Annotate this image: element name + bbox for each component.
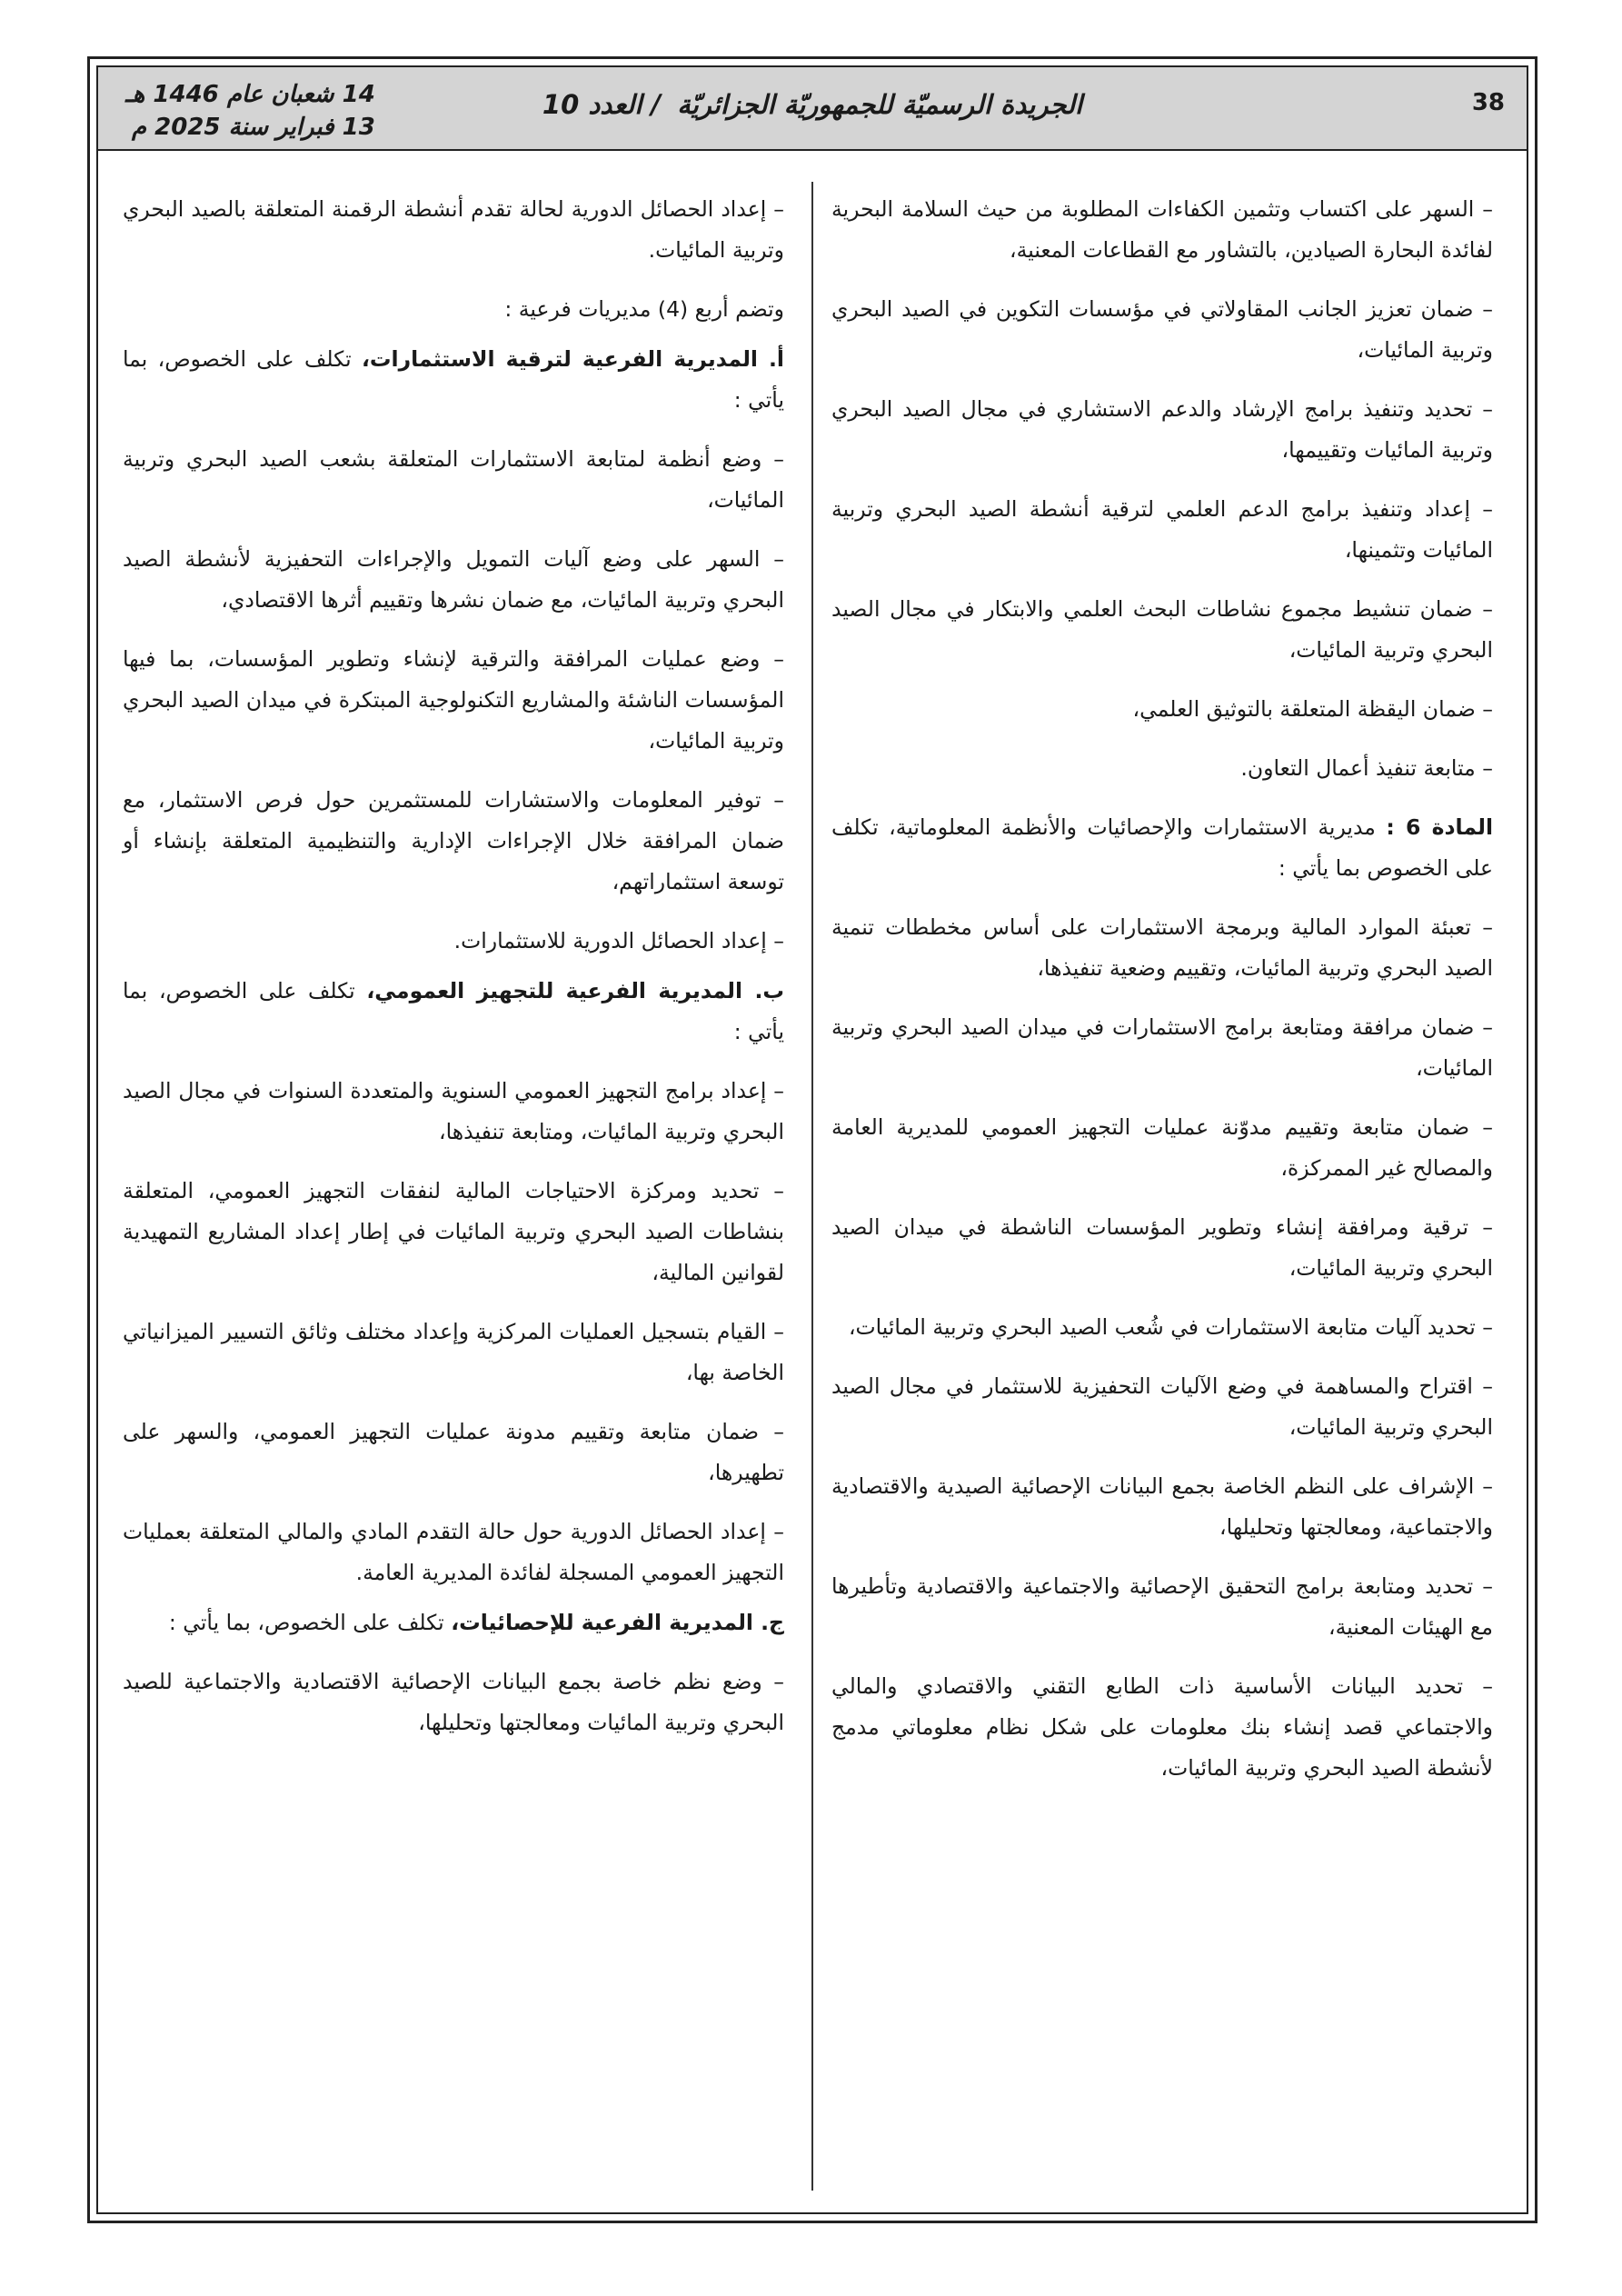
list-item: – ضمان متابعة وتقييم مدوّنة عمليات التجهيز العمومي للمديرية العامة والمصالح غير الممركزة، bbox=[831, 1114, 1493, 1181]
list-item: – متابعة تنفيذ أعمال التعاون. bbox=[1240, 755, 1493, 781]
hijri-date: 14 شعبان عام 1446 هـ bbox=[125, 81, 375, 108]
list-item: – القيام بتسجيل العمليات المركزية وإعداد مختلف وثائق التسيير الميزانياتي الخاصة بها، bbox=[123, 1319, 784, 1385]
list-item: – ضمان متابعة وتقييم مدونة عمليات التجهيز العمومي، والسهر على تطهيرها، bbox=[123, 1419, 784, 1485]
list-item: – ضمان مرافقة ومتابعة برامج الاستثمارات في ميدان الصيد البحري وتربية المائيات، bbox=[831, 1014, 1493, 1081]
page-header bbox=[98, 67, 1527, 151]
subdirectorate-b-heading bbox=[123, 971, 784, 1053]
list-item: – وضع أنظمة لمتابعة الاستثمارات المتعلقة بشعب الصيد البحري وتربية المائيات، bbox=[123, 446, 784, 513]
list-item: – تحديد ومتابعة برامج التحقيق الإحصائية والاجتماعية والاقتصادية وتأطيرها مع الهيئات المعنية، bbox=[831, 1573, 1493, 1640]
gregorian-date: 13 فبراير سنة 2025 م bbox=[131, 114, 375, 141]
column-divider bbox=[811, 182, 813, 2191]
list-item: – وضع نظم خاصة بجمع البيانات الإحصائية الاقتصادية والاجتماعية للصيد البحري وتربية المائيات ومعالجتها وتحليلها، bbox=[123, 1669, 784, 1735]
list-item: – ضمان تعزيز الجانب المقاولاتي في مؤسسات التكوين في الصيد البحري وتربية المائيات، bbox=[831, 296, 1493, 363]
list-item: – تحديد وتنفيذ برامج الإرشاد والدعم الاستشاري في مجال الصيد البحري وتربية المائيات وتقييمها، bbox=[831, 396, 1493, 463]
list-item: – السهر على وضع آليات التمويل والإجراءات التحفيزية لأنشطة الصيد البحري وتربية المائيات، مع ضمان نشرها وتقييم أثرها الاقتصادي، bbox=[123, 546, 784, 613]
article-6-label: المادة 6 : bbox=[1386, 814, 1493, 840]
list-item: – وضع عمليات المرافقة والترقية لإنشاء وتطوير المؤسسات، بما فيها المؤسسات الناشئة والمشاريع التكنولوجية المبتكرة في ميدان الصيد البحري وتربية المائيات، bbox=[123, 646, 784, 754]
subdirectorate-c-text: تكلف على الخصوص، بما يأتي : bbox=[168, 1610, 444, 1635]
list-item: – ضمان تنشيط مجموع نشاطات البحث العلمي والابتكار في مجال الصيد البحري وتربية المائيات، bbox=[831, 596, 1493, 663]
list-item: – تحديد البيانات الأساسية ذات الطابع التقني والاقتصادي والمالي والاجتماعي قصد إنشاء بنك معلومات على شكل نظام معلوماتي مدمج لأنشطة الصيد البحري وتربية المائيات، bbox=[831, 1673, 1493, 1781]
list-item: – إعداد الحصائل الدورية للاستثمارات. bbox=[453, 928, 784, 953]
list-item: – توفير المعلومات والاستشارات للمستثمرين حول فرص الاستثمار، مع ضمان المرافقة خلال الإجراءات الإدارية والتنظيمية المتعلقة بإنشاء أو توسعة استثماراتهم، bbox=[123, 787, 784, 894]
list-item: – ترقية ومرافقة إنشاء وتطوير المؤسسات الناشطة في ميدان الصيد البحري وتربية المائيات، bbox=[831, 1214, 1493, 1281]
subdirectorate-a-title: أ. المديرية الفرعية لترقية الاستثمارات، bbox=[361, 346, 784, 372]
subdirectorate-b-text: تكلف على الخصوص، بما يأتي : bbox=[123, 978, 784, 1044]
journal-name: الجريدة الرسميّة للجمهوريّة الجزائريّة bbox=[677, 89, 1083, 120]
right-column bbox=[831, 189, 1493, 1807]
subdirectorates-intro: وتضم أربع (4) مديريات فرعية : bbox=[504, 296, 784, 322]
subdirectorate-a-text: تكلف على الخصوص، بما يأتي : bbox=[123, 346, 784, 413]
subdirectorate-a-heading bbox=[123, 339, 784, 421]
list-item: – تحديد آليات متابعة الاستثمارات في شُعب الصيد البحري وتربية المائيات، bbox=[848, 1314, 1493, 1340]
article-6-heading bbox=[831, 807, 1493, 889]
list-item: – إعداد الحصائل الدورية لحالة تقدم أنشطة الرقمنة المتعلقة بالصيد البحري وتربية المائيات. bbox=[123, 196, 784, 263]
page-number: 38 bbox=[1471, 89, 1505, 116]
list-item: – اقتراح والمساهمة في وضع الآليات التحفيزية للاستثمار في مجال الصيد البحري وتربية المائيات، bbox=[831, 1373, 1493, 1440]
list-item: – الإشراف على النظم الخاصة بجمع البيانات الإحصائية الصيدية والاقتصادية والاجتماعية، ومعالجتها وتحليلها، bbox=[831, 1473, 1493, 1540]
list-item: – إعداد برامج التجهيز العمومي السنوية والمتعددة السنوات في مجال الصيد البحري وتربية المائيات، ومتابعة تنفيذها، bbox=[123, 1078, 784, 1144]
subdirectorate-c-heading bbox=[123, 1602, 784, 1643]
left-column bbox=[123, 189, 784, 1762]
list-item: – تعبئة الموارد المالية وبرمجة الاستثمارات على أساس مخططات تنمية الصيد البحري وتربية المائيات، وتقييم وضعية تنفيذها، bbox=[831, 914, 1493, 981]
list-item: – تحديد ومركزة الاحتياجات المالية لنفقات التجهيز العمومي، المتعلقة بنشاطات الصيد البحري وتربية المائيات في إطار إعداد المشاريع التمهيدية لقوانين المالية، bbox=[123, 1178, 784, 1285]
list-item: – إعداد الحصائل الدورية حول حالة التقدم المادي والمالي المتعلقة بعمليات التجهيز العمومي المسجلة لفائدة المديرية العامة. bbox=[123, 1519, 784, 1585]
issue-dates bbox=[125, 78, 375, 144]
subdirectorate-c-title: ج. المديرية الفرعية للإحصائيات، bbox=[451, 1610, 784, 1635]
list-item: – السهر على اكتساب وتثمين الكفاءات المطلوبة من حيث السلامة البحرية لفائدة البحارة الصيادين، بالتشاور مع القطاعات المعنية، bbox=[831, 196, 1493, 263]
article-6-text: مديرية الاستثمارات والإحصائيات والأنظمة المعلوماتية، تكلف على الخصوص بما يأتي : bbox=[831, 814, 1493, 881]
issue-number: / العدد 10 bbox=[542, 89, 662, 120]
list-item: – ضمان اليقظة المتعلقة بالتوثيق العلمي، bbox=[1132, 696, 1493, 722]
list-item: – إعداد وتنفيذ برامج الدعم العلمي لترقية أنشطة الصيد البحري وتربية المائيات وتثمينها، bbox=[831, 496, 1493, 563]
subdirectorate-b-title: ب. المديرية الفرعية للتجهيز العمومي، bbox=[366, 978, 784, 1003]
